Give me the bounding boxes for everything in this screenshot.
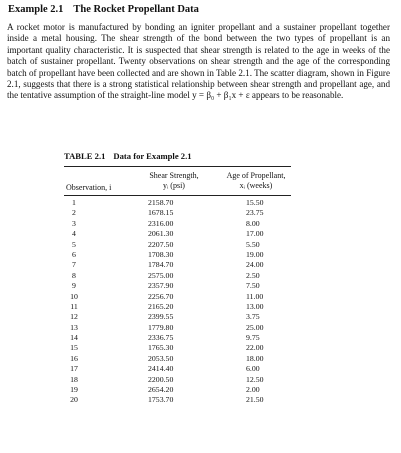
cell-propellant-age: 18.00 [246, 353, 264, 363]
cell-propellant-age: 22.00 [246, 343, 264, 353]
table-row [64, 354, 294, 364]
cell-observation: 9 [72, 281, 76, 291]
cell-shear-strength: 1765.30 [148, 343, 174, 353]
cell-shear-strength: 2061.30 [148, 229, 174, 239]
cell-shear-strength: 1753.70 [148, 395, 174, 405]
cell-observation: 6 [72, 249, 76, 259]
cell-propellant-age: 6.00 [246, 364, 260, 374]
table-row [64, 364, 294, 374]
cell-propellant-age: 15.50 [246, 198, 264, 207]
cell-shear-strength: 2158.70 [148, 198, 174, 207]
table-row [64, 395, 294, 405]
table-body [64, 198, 294, 406]
cell-shear-strength: 2414.40 [148, 364, 174, 374]
cell-observation: 14 [70, 333, 78, 343]
cell-shear-strength: 2200.50 [148, 374, 174, 384]
cell-propellant-age: 5.50 [246, 239, 260, 249]
cell-observation: 19 [70, 385, 78, 395]
table-row [64, 343, 294, 353]
cell-propellant-age: 24.00 [246, 260, 264, 270]
cell-shear-strength: 2256.70 [148, 291, 174, 301]
cell-observation: 3 [72, 218, 76, 228]
example-title: The Rocket Propellant Data [73, 4, 199, 15]
table-row [64, 208, 294, 218]
table-row [64, 292, 294, 302]
table-row [64, 260, 294, 270]
cell-shear-strength: 1678.15 [148, 208, 174, 218]
header-age-line2: xᵢ (weeks) [239, 180, 273, 190]
table-caption [64, 151, 192, 161]
header-observation: Observation, i [66, 183, 112, 192]
cell-propellant-age: 23.75 [246, 208, 264, 218]
cell-shear-strength: 2316.00 [148, 218, 174, 228]
header-shear-line1: Shear Strength, [149, 171, 199, 180]
cell-shear-strength: 2336.75 [148, 333, 174, 343]
table-row [64, 198, 294, 208]
example-heading [8, 4, 199, 15]
header-propellant-age [218, 171, 294, 190]
cell-observation: 12 [70, 312, 78, 322]
cell-propellant-age: 9.75 [246, 333, 260, 343]
cell-observation: 4 [72, 229, 76, 239]
cell-observation: 13 [70, 322, 78, 332]
cell-propellant-age: 13.00 [246, 301, 264, 311]
table-caption-text: Data for Example 2.1 [113, 151, 192, 161]
table-row [64, 229, 294, 239]
cell-shear-strength: 2399.55 [148, 312, 174, 322]
cell-propellant-age: 19.00 [246, 249, 264, 259]
cell-observation: 20 [70, 395, 78, 405]
cell-propellant-age: 2.00 [246, 385, 260, 395]
cell-propellant-age: 21.50 [246, 395, 264, 405]
example-number: Example 2.1 [8, 4, 64, 15]
cell-shear-strength: 1779.80 [148, 322, 174, 332]
table-number: TABLE 2.1 [64, 151, 106, 161]
cell-observation: 10 [70, 291, 78, 301]
cell-propellant-age: 8.00 [246, 218, 260, 228]
cell-observation: 15 [70, 343, 78, 353]
cell-propellant-age: 25.00 [246, 322, 264, 332]
cell-observation: 1 [72, 198, 76, 207]
cell-propellant-age: 3.75 [246, 312, 260, 322]
table-row [64, 302, 294, 312]
table-row [64, 323, 294, 333]
cell-shear-strength: 2575.00 [148, 270, 174, 280]
cell-propellant-age: 11.00 [246, 291, 264, 301]
cell-observation: 7 [72, 260, 76, 270]
cell-observation: 17 [70, 364, 78, 374]
cell-propellant-age: 2.50 [246, 270, 260, 280]
table-row [64, 385, 294, 395]
cell-propellant-age: 7.50 [246, 281, 260, 291]
header-shear-strength [138, 171, 210, 190]
table-row [64, 375, 294, 385]
cell-propellant-age: 12.50 [246, 374, 264, 384]
cell-shear-strength: 2654.20 [148, 385, 174, 395]
cell-shear-strength: 1708.30 [148, 249, 174, 259]
cell-observation: 18 [70, 374, 78, 384]
cell-observation: 16 [70, 353, 78, 363]
cell-shear-strength: 1784.70 [148, 260, 174, 270]
cell-shear-strength: 2053.50 [148, 353, 174, 363]
table-row [64, 312, 294, 322]
cell-propellant-age: 17.00 [246, 229, 264, 239]
example-paragraph: A rocket motor is manufactured by bonding an igniter propellant and a sustainer propellant together inside a metal housing. The shear strength of the bond between the two types of propellant is an important quality characteristic. It is suspected that shear strength is related to the age in weeks of the batch of sustainer propellant. Twenty observations on shear strength and the age of the corresponding batch of propellant have been collected and are shown in Table 2.1. The scatter diagram, shown in Figure 2.1, suggests that there is a strong statistical relationship between shear strength and propellant age, and the tentative assumption of the straight-line model y = β₀ + β₁x + ε appears to be reasonable. [7, 22, 390, 101]
cell-shear-strength: 2357.90 [148, 281, 174, 291]
table-row [64, 250, 294, 260]
table-header-rule [64, 195, 291, 196]
table-row [64, 271, 294, 281]
cell-observation: 5 [72, 239, 76, 249]
cell-shear-strength: 2165.20 [148, 301, 174, 311]
table-row [64, 240, 294, 250]
header-shear-line2: yᵢ (psi) [163, 180, 185, 190]
table-row [64, 219, 294, 229]
table-top-rule [64, 166, 291, 167]
table-row [64, 281, 294, 291]
cell-shear-strength: 2207.50 [148, 239, 174, 249]
cell-observation: 11 [70, 301, 78, 311]
header-age-line1: Age of Propellant, [226, 171, 286, 180]
table-row [64, 333, 294, 343]
cell-observation: 8 [72, 270, 76, 280]
cell-observation: 2 [72, 208, 76, 218]
